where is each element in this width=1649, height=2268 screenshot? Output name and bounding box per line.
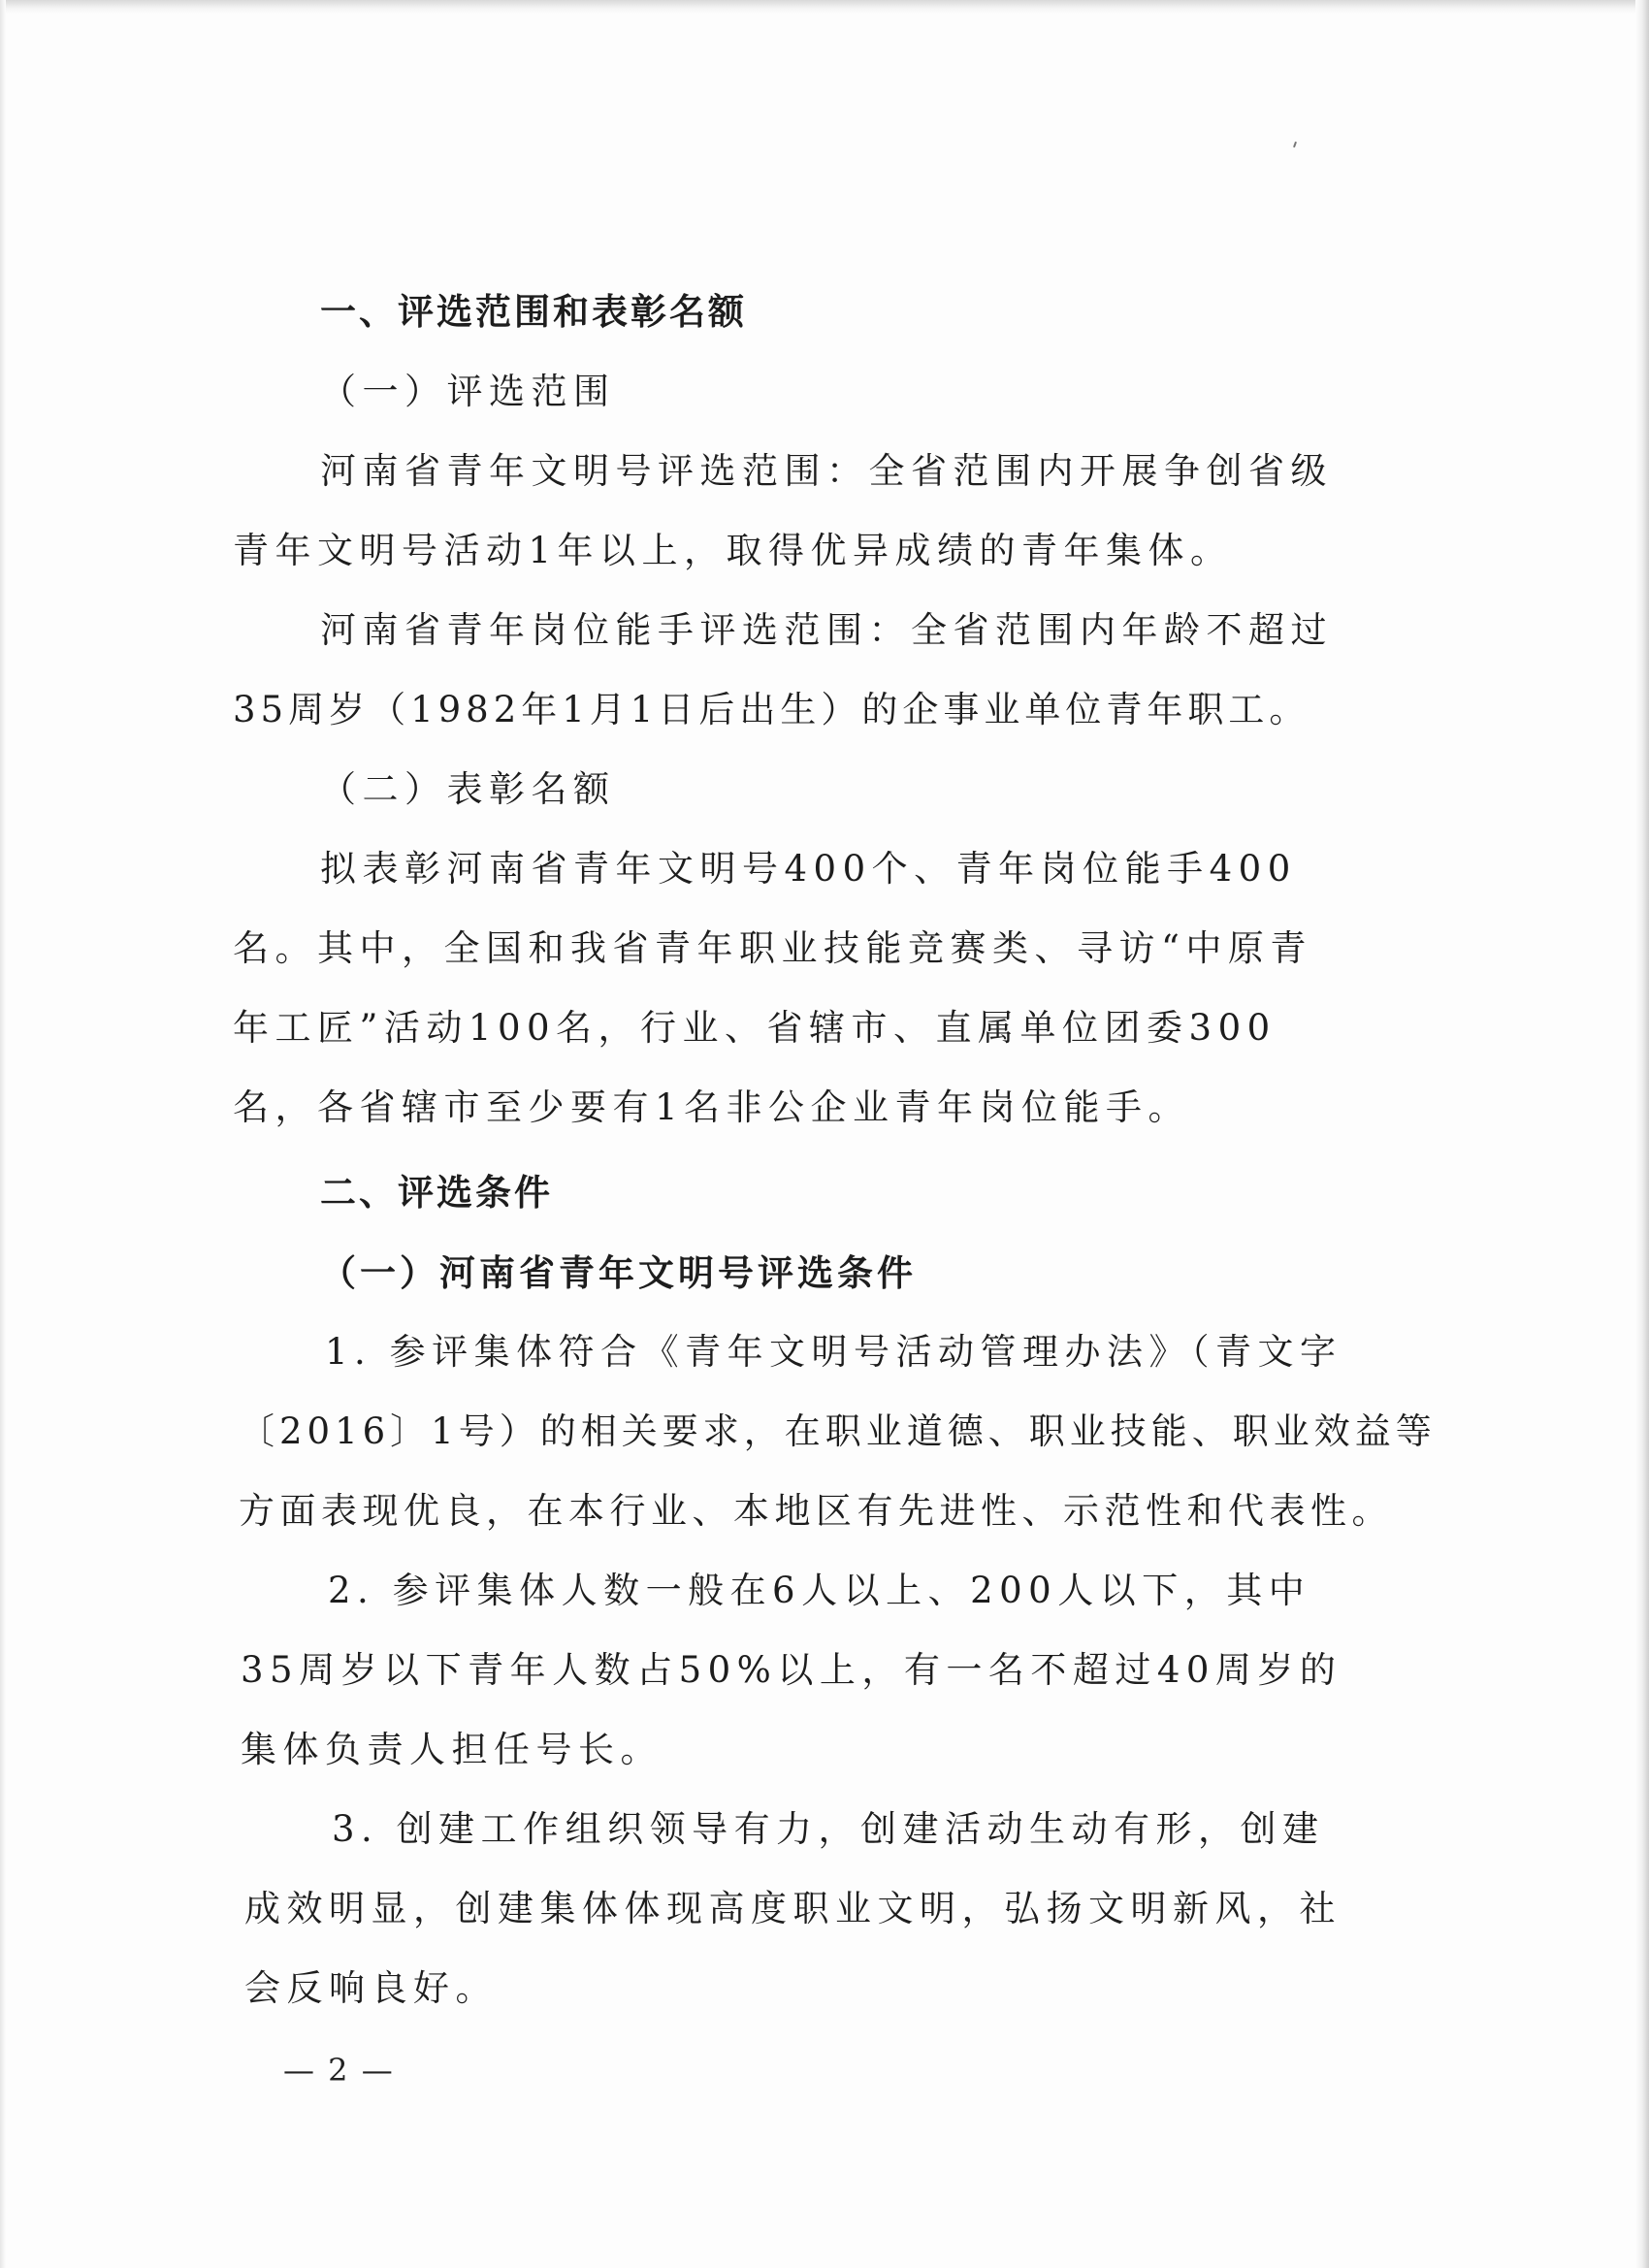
subsection-heading-1-2: （二）表彰名额	[320, 768, 616, 810]
paragraph-line: 1. 参评集体符合《青年文明号活动管理办法》（青文字	[325, 1331, 1342, 1373]
paragraph-line: 2. 参评集体人数一般在6人以上、200人以下，其中	[328, 1570, 1311, 1611]
section-heading-1: 一、评选范围和表彰名额	[320, 291, 747, 333]
paragraph-line: 拟表彰河南省青年文明号400个、青年岗位能手400	[320, 848, 1297, 890]
paragraph-line: 会反响良好。	[244, 1967, 498, 2009]
paragraph-line: 集体负责人担任号长。	[241, 1729, 663, 1770]
paragraph-line: 方面表现优良，在本行业、本地区有先进性、示范性和代表性。	[239, 1490, 1393, 1532]
paragraph-line: 年工匠”活动100名，行业、省辖市、直属单位团委300	[233, 1007, 1277, 1049]
paragraph-line: 青年文明号活动1年以上，取得优异成绩的青年集体。	[233, 530, 1233, 571]
paragraph-line: 3. 创建工作组织领导有力，创建活动生动有形，创建	[332, 1808, 1325, 1850]
page-number: — 2 —	[283, 2052, 395, 2089]
section-heading-2: 二、评选条件	[320, 1172, 553, 1214]
subsection-heading-1-1: （一）评选范围	[320, 371, 616, 412]
paragraph-line: 成效明显，创建集体体现高度职业文明，弘扬文明新风，社	[244, 1888, 1342, 1929]
paragraph-line: 35周岁以下青年人数占50%以上，有一名不超过40周岁的	[241, 1649, 1342, 1691]
paragraph-line: 名，各省辖市至少要有1名非公企业青年岗位能手。	[233, 1086, 1191, 1128]
paragraph-line: 〔2016〕1号）的相关要求，在职业道德、职业技能、职业效益等	[239, 1410, 1437, 1452]
paragraph-line: 35周岁（1982年1月1日后出生）的企事业单位青年职工。	[233, 689, 1310, 730]
paragraph-line: 名。其中，全国和我省青年职业技能竞赛类、寻访“中原青	[233, 927, 1312, 969]
paragraph-line: 河南省青年文明号评选范围：全省范围内开展争创省级	[320, 450, 1333, 492]
paragraph-line: 河南省青年岗位能手评选范围：全省范围内年龄不超过	[320, 609, 1333, 651]
subsection-heading-2-1: （一）河南省青年文明号评选条件	[320, 1251, 917, 1294]
